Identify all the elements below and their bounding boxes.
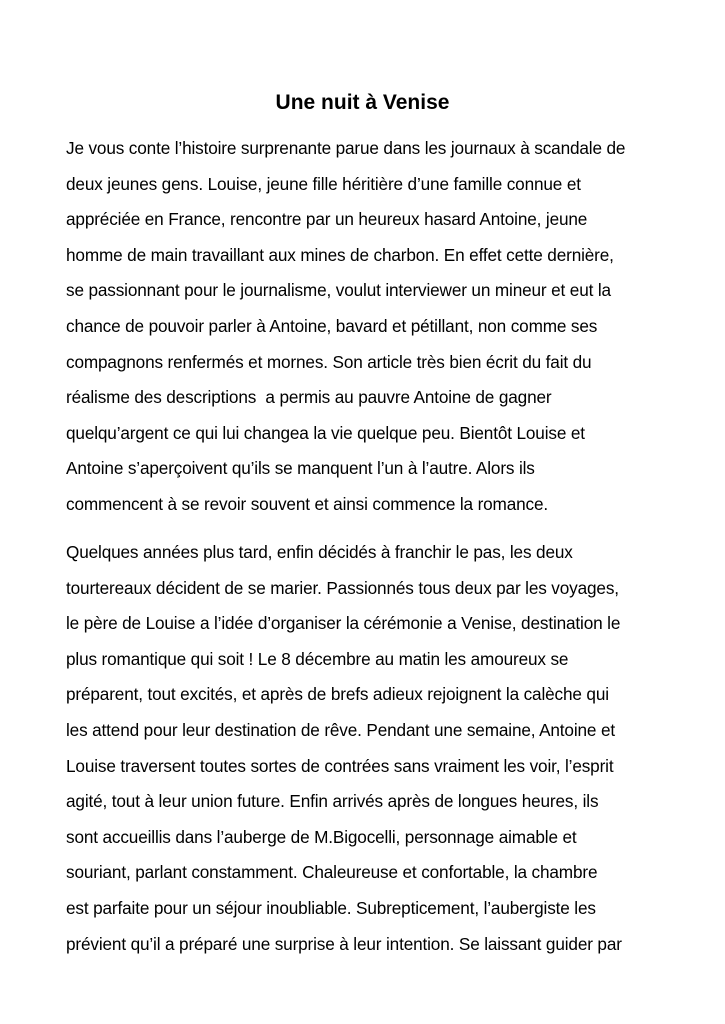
paragraph-line: les attend pour leur destination de rêve. Pendant une semaine, Antoine et (66, 719, 615, 740)
paragraph-line: compagnons renfermés et mornes. Son article très bien écrit du fait du (66, 351, 592, 372)
paragraph-line: deux jeunes gens. Louise, jeune fille héritière d’une famille connue et (66, 173, 581, 194)
paragraph-line: agité, tout à leur union future. Enfin arrivés après de longues heures, ils (66, 791, 599, 812)
paragraph-line: souriant, parlant constamment. Chaleureuse et confortable, la chambre (66, 862, 598, 883)
paragraph-1 (66, 131, 666, 523)
paragraph-2 (66, 535, 666, 962)
paragraph-line: Louise traversent toutes sortes de contrées sans vraiment les voir, l’esprit (66, 755, 614, 776)
paragraph-line: préparent, tout excités, et après de brefs adieux rejoignent la calèche qui (66, 684, 609, 705)
paragraph-line: est parfaite pour un séjour inoubliable. Subrepticement, l’aubergiste les (66, 897, 596, 918)
paragraph-line: Je vous conte l’histoire surprenante parue dans les journaux à scandale de (66, 138, 626, 158)
paragraph-line: tourtereaux décident de se marier. Passionnés tous deux par les voyages, (66, 577, 619, 598)
paragraph-line: quelqu’argent ce qui lui changea la vie quelque peu. Bientôt Louise et (66, 422, 585, 443)
paragraph-line: le père de Louise a l’idée d’organiser la cérémonie a Venise, destination le (66, 613, 621, 634)
paragraph-line: homme de main travaillant aux mines de charbon. En effet cette dernière, (66, 244, 614, 265)
paragraph-line: Antoine s’aperçoivent qu’ils se manquent l’un à l’autre. Alors ils (66, 458, 535, 479)
paragraph-line: prévient qu’il a préparé une surprise à leur intention. Se laissant guider par (66, 933, 622, 954)
document-title: Une nuit à Venise (275, 91, 450, 114)
paragraph-line: plus romantique qui soit ! Le 8 décembre au matin les amoureux se (66, 648, 569, 669)
paragraph-line: chance de pouvoir parler à Antoine, bavard et pétillant, non comme ses (66, 315, 598, 336)
paragraph-line: Quelques années plus tard, enfin décidés à franchir le pas, les deux (66, 542, 573, 562)
paragraph-line: appréciée en France, rencontre par un heureux hasard Antoine, jeune (66, 209, 588, 230)
paragraph-line: commencent à se revoir souvent et ainsi commence la romance. (66, 493, 549, 514)
paragraph-line: sont accueillis dans l’auberge de M.Bigocelli, personnage aimable et (66, 826, 577, 847)
paragraph-line: se passionnant pour le journalisme, voulut interviewer un mineur et eut la (66, 280, 611, 301)
paragraph-line: réalisme des descriptions a permis au pauvre Antoine de gagner (66, 387, 552, 408)
